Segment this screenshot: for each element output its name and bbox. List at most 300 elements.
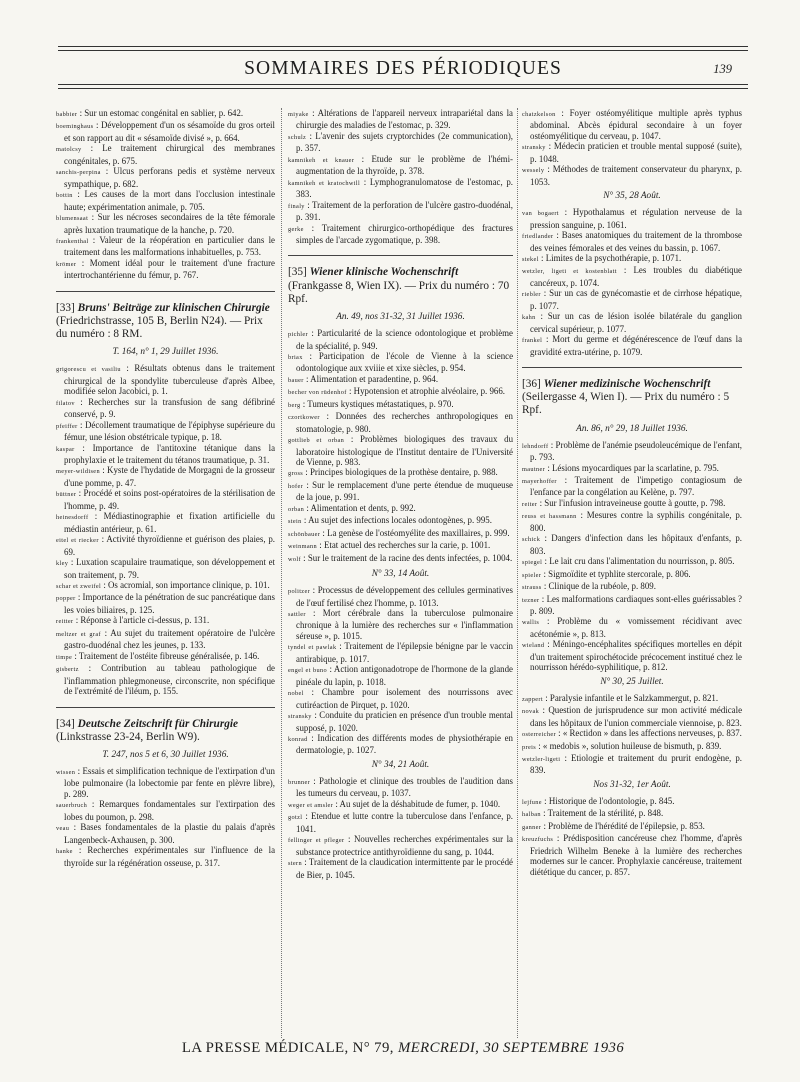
article-title: Les causes de la mort dans l'occlusion intestinale haute; expérimentation animale, p. 705.	[64, 189, 276, 212]
article-entry: nobel : Chambre pour isolement des nourrissons avec cutiréaction de Pirquet, p. 1020.	[288, 687, 513, 710]
article-title: Lésions myocardiques par la scarlatine, p. 795.	[552, 462, 719, 473]
column-divider-1	[281, 108, 282, 1038]
article-author: weinmann	[288, 543, 318, 551]
article-author: grigorescu et vasiliu	[56, 366, 121, 374]
article-entry: stern : Traitement de la claudication intermittente par le procédé de Bier, p. 1045.	[288, 857, 513, 880]
article-author: lejfune	[522, 798, 542, 806]
article-title: Médiastinographie et fixation artificielle du médiastin antérieur, p. 61.	[64, 511, 275, 534]
article-author: schar et zweifel	[56, 583, 102, 591]
article-author: eitel et riecker	[56, 537, 99, 545]
article-entry: konrad : Indication des différents modes de physiothérapie en dermatologie, p. 1027.	[288, 733, 513, 756]
article-title: Paralysie infantile et le Salzkammergut, p. 821.	[549, 692, 719, 703]
article-entry: mautner : Lésions myocardiques par la scarlatine, p. 795.	[522, 462, 719, 473]
article-entry: stein : Au sujet des infections locales odontogènes, p. 995.	[288, 515, 492, 526]
article-author: novak	[522, 708, 540, 716]
article-author: orban	[288, 505, 305, 513]
article-entry: novak : Question de jurisprudence sur mon activité médicale dans les hôpitaux de l'union commerciale viennoise, p. 823.	[522, 705, 743, 728]
article-entry: hanke : Recherches expérimentales sur l'influence de la thyroïde sur la régénération osseuse, p. 317.	[56, 845, 276, 868]
article-title: Procédé et soins post-opératoires de la stérilisation de l'homme, p. 49.	[64, 488, 276, 511]
article-entry: matolcsy : Le traitement chirurgical des membranes congénitales, p. 675.	[56, 143, 276, 166]
article-entry: stransky : Conduite du praticien en présence d'un trouble mental supposé, p. 1020.	[288, 710, 513, 733]
article-entry: kreuzfuchs : Prédisposition cancéreuse chez l'homme, d'après Friedrich Wilhelm Beneke à la lumière des recherches modernes sur le cancer. Prophylaxie cancéreuse, traitement diététique du cancer, p. 857.	[522, 833, 742, 877]
article-author: filatov	[56, 399, 75, 407]
article-entry: becher von rüdenhof : Hypotension et atrophie alvéolaire, p. 966.	[288, 386, 505, 397]
article-author: briax	[288, 353, 303, 361]
column-3	[522, 108, 742, 877]
article-entry: blumensaat : Sur les nécroses secondaires de la tête fémorale après luxation traumatique de la hanche, p. 720.	[56, 212, 275, 235]
article-title: Au sujet du traitement opératoire de l'ulcère gastro-duodénal chez les jeunes, p. 133.	[64, 627, 275, 651]
article-author: friedlander	[522, 233, 554, 241]
article-author: wieland	[522, 642, 545, 650]
article-title: Au sujet de la déshabitude de fumer, p. 1040.	[339, 798, 501, 809]
article-entry: sattler : Mort cérébrale dans la tuberculose pulmonaire chronique à la lumière des recherches sur « l'inflammation séreuse », p. 1015.	[288, 608, 513, 641]
article-author: stein	[288, 518, 302, 526]
journal-heading	[56, 302, 275, 342]
article-title: Recherches expérimentales sur l'influence de la thyroïde sur la régénération osseuse, p. 317.	[64, 845, 276, 868]
article-title: Ulcus perforans pedis et système nerveux sympathique, p. 682.	[64, 166, 276, 189]
article-author: frankenthal	[56, 237, 89, 245]
section-divider	[522, 367, 742, 368]
article-author: ganner	[522, 823, 542, 831]
article-author: kamnikeh et knauer	[288, 156, 355, 164]
article-title: Sur un cas de lésion isolée bilatérale du ganglion cervical supérieur, p. 1077.	[530, 311, 742, 334]
article-entry: schulz : L'avenir des sujets cryptorchides (2e communication), p. 357.	[288, 130, 513, 154]
article-author: kahn	[522, 314, 536, 322]
column-1	[56, 108, 275, 868]
article-title: Données des recherches anthropologiques en stomatologie, p. 980.	[296, 411, 513, 434]
article-entry: berg : Tumeurs kystiques métastatiques, p. 970.	[288, 398, 454, 409]
article-entry: hofer : Sur le remplacement d'une perte étendue de muqueuse de la joue, p. 991.	[288, 479, 513, 503]
article-title: Os acromial, son importance clinique, p. 101.	[108, 580, 270, 591]
article-title: Dangers d'infection dans les hôpitaux d'enfants, p. 803.	[530, 533, 742, 556]
article-title: Problème du « vomissement récidivant avec acétonémie », p. 813.	[530, 616, 742, 639]
article-title: Sur le traitement de la racine des dents infectées, p. 1004.	[307, 552, 513, 563]
article-author: konrad	[288, 736, 308, 743]
article-author: pichler	[288, 331, 308, 339]
article-entry: finaly : Traitement de la perforation de l'ulcère gastro-duodénal, p. 391.	[288, 199, 513, 223]
article-entry: grigorescu et vasiliu : Résultats obtenus dans le traitement chirurgical de la spondylite tuberculeuse d'après Albee, modifiée selon Jacobici, p. 1.	[56, 363, 275, 397]
article-entry: timpe : Traitement de l'ostéite fibreuse généralisée, p. 146.	[56, 650, 260, 661]
article-author: gottlieb et orban	[288, 437, 345, 445]
article-title: « medobis », solution huileuse de bismuth, p. 839.	[542, 740, 722, 751]
article-title: Etiologie et traitement du prurit endogène, p. 839.	[530, 753, 743, 776]
section-divider	[56, 707, 275, 708]
article-author: mautner	[522, 465, 546, 473]
journal-details: (Friedrichstrasse, 105 B, Berlin N24). — Prix du numéro : 8 RM.	[56, 315, 263, 341]
article-entry: riebler : Sur un cas de gynécomastie et de cirrhose hépatique, p. 1077.	[522, 288, 743, 311]
article-entry: zappert : Paralysie infantile et le Salzkammergut, p. 821.	[522, 692, 719, 703]
article-title: Résultats obtenus dans le traitement chirurgical de la spondylite tuberculeuse d'après Albee, modifiée selon Jacobici, p. 1.	[64, 363, 275, 397]
article-entry: reuss et hassmann : Mesures contre la syphilis congénitale, p. 800.	[522, 510, 743, 533]
article-entry: gisbertz : Contribution au tableau pathologique de l'inflammation phlegmoneuse, circonscrite, non spécifique de l'extrémité de l'iléum, p. 155.	[56, 663, 275, 697]
article-author: stern	[288, 860, 302, 868]
article-entry: reiter : Sur l'infusion intraveineuse goutte à goutte, p. 798.	[522, 497, 726, 508]
journal-details: (Frankgasse 8, Wien IX). — Prix du numéro : 70 Rpf.	[288, 279, 510, 305]
article-author: schönbauer	[288, 530, 321, 538]
article-author: veau	[56, 825, 70, 833]
article-title: Processus de développement des cellules germinatives de l'œuf fertilisé chez l'homme, p. 1013.	[296, 585, 513, 608]
article-author: lehndorff	[522, 442, 549, 450]
article-entry: wessely : Méthodes de traitement conservateur du pharynx, p. 1053.	[522, 164, 742, 187]
header-rule-top-1	[58, 46, 748, 47]
article-title: Nouvelles recherches expérimentales sur la substance protectrice antithyroïdienne du sang, p. 1044.	[296, 834, 513, 857]
article-entry: stransky : Médecin praticien et trouble mental supposé (suite), p. 1048.	[522, 141, 743, 164]
article-entry: tyndel et pawlak : Traitement de l'épilepsie bénigne par le vaccin antirabique, p. 1017.	[288, 641, 513, 664]
article-title: Importance de l'antitoxine tétanique dans la prophylaxie et le traitement du tétanos traumatique, p. 31.	[64, 442, 276, 466]
article-author: gerke	[288, 225, 304, 233]
article-author: engel et buno	[288, 667, 327, 675]
article-title: Au sujet des infections locales odontogènes, p. 995.	[308, 515, 492, 526]
journal-number: [35]	[288, 266, 307, 279]
article-title: Décollement traumatique de l'épiphyse supérieure du fémur, une lésion obstétricale typique, p. 18.	[64, 419, 276, 443]
article-entry: halban : Traitement de la stérilité, p. 848.	[522, 808, 664, 819]
article-author: timpe	[56, 653, 73, 661]
article-author: bauer	[288, 376, 304, 384]
article-title: L'avenir des sujets cryptorchides (2e communication), p. 357.	[296, 130, 513, 154]
article-title: Remarques fondamentales sur l'extirpation des lobes du poumon, p. 298.	[64, 799, 275, 822]
article-entry: meyer-wildisen : Kyste de l'hydatide de Morgagni de la grosseur d'une pomme, p. 47.	[56, 465, 275, 488]
article-entry: tezner : Les malformations cardiaques sont-elles guérissables ? p. 809.	[522, 593, 742, 617]
issue-heading: N° 33, 14 Août.	[371, 569, 430, 580]
journal-details: (Linkstrasse 23-24, Berlin W9).	[56, 730, 200, 743]
article-author: gross	[288, 470, 304, 478]
article-title: Le lait cru dans l'alimentation du nourrisson, p. 805.	[549, 556, 735, 567]
article-entry: ganner : Problème de l'hérédité de l'épilepsie, p. 853.	[522, 820, 705, 831]
column-2	[288, 108, 513, 880]
issue-heading: N° 30, 25 Juillet.	[600, 676, 664, 687]
article-author: blumensaat	[56, 215, 89, 223]
article-title: Action antigonadotrope de l'hormone de la glande pinéale du lapin, p. 1018.	[296, 664, 513, 687]
article-entry: gotzl : Etendue et lutte contre la tuberculose dans l'enfance, p. 1041.	[288, 811, 514, 834]
article-title: Le traitement chirurgical des membranes congénitales, p. 675.	[64, 143, 276, 166]
article-entry: sanchis-perpina : Ulcus perforans pedis et système nerveux sympathique, p. 682.	[56, 166, 276, 189]
article-author: brunner	[288, 778, 311, 786]
article-author: finaly	[288, 202, 305, 210]
article-entry: brunner : Pathologie et clinique des troubles de l'audition dans les tumeurs du cerveau, p. 1037.	[288, 775, 513, 799]
article-title: Moment idéal pour le traitement d'une fracture intertrochantérienne du fémur, p. 767.	[64, 257, 275, 281]
article-title: Chambre pour isolement des nourrissons avec cutiréaction de Pirquet, p. 1020.	[296, 687, 513, 710]
section-divider	[288, 255, 513, 256]
journal-heading	[56, 718, 275, 744]
article-title: Sur les nécroses secondaires de la tête fémorale après luxation traumatique de la hanche, p. 720.	[64, 212, 275, 235]
article-title: Problèmes biologiques des travaux du laboratoire histologique de l'Institut dentaire de l'Université de Vienne, p. 983.	[296, 434, 514, 468]
article-title: Pathologie et clinique des troubles de l'audition dans les tumeurs du cerveau, p. 1037.	[296, 775, 513, 799]
article-author: preis	[522, 743, 536, 751]
article-title: Traitement de l'épilepsie bénigne par le vaccin antirabique, p. 1017.	[296, 641, 513, 664]
article-title: Clinique de la rubéole, p. 809.	[548, 581, 656, 592]
article-entry: weger et amsler : Au sujet de la déshabitude de fumer, p. 1040.	[288, 798, 501, 809]
column-divider-2	[517, 108, 518, 1038]
article-title: Sur un estomac congénital en sablier, p. 642.	[84, 108, 244, 118]
article-title: Les troubles du diabétique cancéreux, p. 1074.	[530, 265, 742, 288]
article-author: riebler	[522, 291, 541, 299]
article-title: Importance de la pénétration de suc pancréatique dans les voies biliaires, p. 125.	[64, 592, 276, 615]
journal-name: Deutsche Zeitschrift für Chirurgie	[77, 717, 239, 730]
article-entry: politzer : Processus de développement des cellules germinatives de l'œuf fertilisé chez l'homme, p. 1013.	[288, 585, 513, 608]
article-entry: frankel : Mort du germe et dégénérescence de l'œuf dans la gravidité extra-utérine, p. 1079.	[522, 334, 743, 357]
article-entry: friedlander : Bases anatomiques du traitement de la thrombose des veines fémorales et des veines du bassin, p. 1067.	[522, 230, 742, 253]
article-author: stekel	[522, 255, 539, 263]
article-entry: lejfune : Historique de l'odontologie, p. 845.	[522, 795, 675, 806]
article-title: Mort cérébrale dans la tuberculose pulmonaire chronique à la lumière des recherches sur « l'inflammation séreuse », p. 1015.	[296, 608, 513, 641]
article-author: spieler	[522, 571, 542, 579]
issue-heading: T. 164, n° 1, 29 Juillet 1936.	[112, 347, 219, 358]
article-title: Médecin praticien et trouble mental supposé (suite), p. 1048.	[530, 141, 743, 164]
article-author: meltzer et graf	[56, 630, 101, 638]
article-author: czortkower	[288, 414, 320, 422]
article-title: Méthodes de traitement conservateur du pharynx, p. 1053.	[530, 164, 742, 187]
article-entry: pichler : Particularité de la science odontologique et problème de la spécialité, p. 949.	[288, 328, 513, 351]
article-entry: briax : Participation de l'école de Vienne à la science odontologique aux xviiie et xixe siècles, p. 954.	[288, 350, 514, 374]
journal-name: Wiener klinische Wochenschrift	[309, 266, 459, 279]
article-entry: gerke : Traitement chirurgico-orthopédique des fractures simples de l'arcade zygomatique, p. 398.	[288, 222, 513, 245]
journal-heading	[522, 378, 742, 418]
article-entry: krömer : Moment idéal pour le traitement d'une fracture intertrochantérienne du fémur, p. 767.	[56, 257, 275, 281]
journal-name: Wiener medizinische Wochenschrift	[543, 378, 711, 391]
article-author: boeminghaus	[56, 123, 94, 131]
article-author: reiter	[522, 500, 538, 508]
article-entry: pfeiffer : Décollement traumatique de l'épiphyse supérieure du fémur, une lésion obstétricale typique, p. 18.	[56, 419, 276, 443]
article-entry: filatov : Recherches sur la transfusion de sang défibriné conservé, p. 9.	[56, 396, 275, 420]
article-author: sattler	[288, 611, 306, 619]
article-title: Bases anatomiques du traitement de la thrombose des veines fémorales et des veines du bassin, p. 1067.	[530, 230, 742, 253]
article-title: Sur un cas de gynécomastie et de cirrhose hépatique, p. 1077.	[530, 288, 743, 311]
article-entry: preis : « medobis », solution huileuse de bismuth, p. 839.	[522, 740, 722, 751]
article-title: Etat actuel des recherches sur la carie, p. 1001.	[323, 540, 491, 551]
article-author: babbier	[56, 111, 78, 118]
article-entry: wallis : Problème du « vomissement récidivant avec acétonémie », p. 813.	[522, 616, 742, 639]
footer-journal: LA PRESSE MÉDICALE,	[181, 1040, 349, 1056]
article-author: büttner	[56, 491, 77, 499]
article-title: La genèse de l'ostéomyélite des maxillaires, p. 999.	[327, 527, 510, 538]
article-entry: strauss : Clinique de la rubéole, p. 809.	[522, 581, 656, 592]
article-title: Indication des différents modes de physiothérapie en dermatologie, p. 1027.	[296, 733, 513, 756]
article-entry: chatzkelson : Foyer ostéomyélitique multiple après typhus abdominal. Abcès épidural secondaire à un foyer ostéomyélitique du cerveau, p. 1047.	[522, 108, 743, 141]
article-title: Traitement de l'ostéite fibreuse généralisée, p. 146.	[78, 650, 260, 661]
issue-heading: Nos 31-32, 1er Août.	[593, 779, 671, 790]
article-author: becher von rüdenhof	[288, 389, 347, 397]
article-author: tyndel et pawlak	[288, 644, 337, 652]
article-entry: van bogaert : Hypothalamus et régulation nerveuse de la pression sanguine, p. 1061.	[522, 207, 742, 230]
article-entry: orban : Alimentation et dents, p. 992.	[288, 502, 416, 513]
journal-number: [34]	[56, 717, 75, 730]
article-title: Problème de l'anémie pseudoleucémique de l'enfant, p. 793.	[530, 439, 743, 463]
article-author: kley	[56, 560, 69, 568]
article-author: van bogaert	[522, 210, 559, 218]
header-rule-bottom-2	[58, 88, 748, 89]
page-title: SOMMAIRES DES PÉRIODIQUES	[244, 58, 562, 79]
issue-heading: N° 34, 21 Août.	[371, 759, 430, 770]
footer-date: MERCREDI, 30 SEPTEMBRE 1936	[397, 1040, 625, 1056]
article-author: sauerbruch	[56, 802, 88, 810]
article-title: Traitement chirurgico-orthopédique des fractures simples de l'arcade zygomatique, p. 398.	[296, 222, 513, 245]
article-author: tezner	[522, 596, 540, 604]
journal-details: (Seilergasse 4, Wien I). — Prix du numéro : 5 Rpf.	[522, 391, 730, 417]
article-author: wallis	[522, 619, 540, 627]
footer-issue: N° 79,	[352, 1040, 394, 1056]
article-title: Historique de l'odontologie, p. 845.	[548, 795, 675, 806]
journal-heading	[288, 266, 513, 306]
article-author: chatzkelson	[522, 111, 556, 118]
journal-number: [33]	[56, 301, 75, 314]
article-entry: kahn : Sur un cas de lésion isolée bilatérale du ganglion cervical supérieur, p. 1077.	[522, 311, 742, 334]
article-entry: osterreicher : « Rectidon » dans les affections nerveuses, p. 837.	[522, 728, 742, 739]
article-author: reitter	[56, 618, 74, 626]
article-title: Recherches sur la transfusion de sang défibriné conservé, p. 9.	[64, 396, 275, 420]
article-entry: frankenthal : Valeur de la réopération en particulier dans le traitement dans les malformations inhabituelles, p. 753.	[56, 234, 275, 258]
article-author: schick	[522, 536, 541, 544]
article-entry: schick : Dangers d'infection dans les hôpitaux d'enfants, p. 803.	[522, 533, 742, 556]
article-entry: lehndorff : Problème de l'anémie pseudoleucémique de l'enfant, p. 793.	[522, 439, 743, 463]
article-title: Particularité de la science odontologique et problème de la spécialité, p. 949.	[296, 328, 513, 351]
article-author: wetzler-ligeti	[522, 756, 561, 763]
article-title: Sigmoïdite et typhlite stercorale, p. 806.	[548, 568, 691, 579]
article-author: politzer	[288, 588, 311, 596]
article-author: wetzler, ligeti et kostenblatt	[522, 268, 617, 276]
article-title: Hypothalamus et régulation nerveuse de la pression sanguine, p. 1061.	[530, 207, 742, 230]
journal-number: [36]	[522, 378, 541, 391]
article-title: Sur l'infusion intraveineuse goutte à goutte, p. 798.	[544, 497, 726, 508]
article-entry: veau : Bases fondamentales de la plastie du palais d'après Langenbeck-Axhausen, p. 300.	[56, 822, 276, 845]
article-title: Hypotension et atrophie alvéolaire, p. 966.	[353, 386, 505, 397]
article-title: Activité thyroïdienne et guérison des plaies, p. 69.	[64, 534, 276, 557]
article-title: Traitement de la claudication intermittente par le procédé de Bier, p. 1045.	[296, 857, 513, 880]
article-author: weger et amsler	[288, 801, 334, 809]
header-rule-bottom-1	[58, 84, 748, 85]
article-author: kreuzfuchs	[522, 836, 554, 844]
article-title: Alimentation et dents, p. 992.	[310, 502, 416, 513]
article-entry: czortkower : Données des recherches anthropologiques en stomatologie, p. 980.	[288, 411, 513, 434]
article-title: Etude sur le problème de l'hémi-augmentation de la thyroïde, p. 378.	[296, 153, 513, 177]
article-author: heinesdorff	[56, 514, 89, 522]
article-title: Problème de l'hérédité de l'épilepsie, p. 853.	[548, 820, 705, 831]
article-entry: popper : Importance de la pénétration de suc pancréatique dans les voies biliaires, p. 125.	[56, 592, 276, 615]
article-author: meyer-wildisen	[56, 468, 100, 476]
article-entry: spieler : Sigmoïdite et typhlite stercorale, p. 806.	[522, 568, 691, 579]
article-entry: boeminghaus : Développement d'un os sésamoïde du gros orteil et son rapport au dit « sésamoïde divisé », p. 664.	[56, 120, 275, 143]
article-title: Etendue et lutte contre la tuberculose dans l'enfance, p. 1041.	[296, 811, 514, 834]
article-title: Sur le remplacement d'une perte étendue de muqueuse de la joue, p. 991.	[296, 479, 513, 503]
article-title: Traitement de la perforation de l'ulcère gastro-duodénal, p. 391.	[296, 199, 513, 223]
issue-heading: T. 247, nos 5 et 6, 30 Juillet 1936.	[102, 749, 229, 760]
article-entry: wetzler-ligeti : Etiologie et traitement du prurit endogène, p. 839.	[522, 753, 743, 776]
article-entry: wolf : Sur le traitement de la racine des dents infectées, p. 1004.	[288, 552, 513, 563]
article-author: wolf	[288, 555, 301, 563]
article-title: Traitement de l'impetigo contagiosum de l'enfance par la congélation au Kelène, p. 797.	[530, 475, 742, 498]
article-author: matolcsy	[56, 146, 82, 154]
article-title: Prédisposition cancéreuse chez l'homme, d'après Friedrich Wilhelm Beneke à la lumière des recherches modernes sur le cancer. Prophylaxie cancéreuse, traitement diététique du cancer, p. 857.	[530, 833, 742, 877]
article-entry: bauer : Alimentation et paradentine, p. 964.	[288, 373, 439, 384]
article-title: Question de jurisprudence sur mon activité médicale dans les hôpitaux de l'union commerciale viennoise, p. 823.	[530, 705, 743, 728]
article-author: gisbertz	[56, 666, 79, 674]
article-title: Traitement de la stérilité, p. 848.	[547, 808, 664, 819]
article-entry: gottlieb et orban : Problèmes biologiques des travaux du laboratoire histologique de l'Institut dentaire de l'Université de Vienne, p. 983.	[288, 434, 514, 468]
article-author: wessely	[522, 167, 545, 175]
article-author: fellinger et pfleger	[288, 837, 345, 845]
article-entry: engel et buno : Action antigonadotrope de l'hormone de la glande pinéale du lapin, p. 1018.	[288, 664, 513, 687]
article-author: wissen	[56, 768, 76, 776]
article-title: « Rectidon » dans les affections nerveuses, p. 837.	[562, 728, 742, 739]
article-title: Principes biologiques de la prothèse dentaire, p. 988.	[309, 467, 498, 478]
article-entry: gross : Principes biologiques de la prothèse dentaire, p. 988.	[288, 467, 498, 478]
article-author: strauss	[522, 584, 542, 592]
article-title: Mesures contre la syphilis congénitale, p. 800.	[530, 510, 743, 533]
article-title: Tumeurs kystiques métastatiques, p. 970.	[307, 398, 454, 409]
issue-heading: An. 49, nos 31-32, 31 Juillet 1936.	[336, 312, 465, 323]
article-entry: wetzler, ligeti et kostenblatt : Les troubles du diabétique cancéreux, p. 1074.	[522, 265, 742, 288]
article-entry: miyake : Altérations de l'appareil nerveux intrapariétal dans la chirurgie des maladies de l'estomac, p. 329.	[288, 108, 513, 131]
article-entry: heinesdorff : Médiastinographie et fixation artificielle du médiastin antérieur, p. 61.	[56, 511, 275, 534]
article-author: hanke	[56, 848, 73, 856]
article-title: Conduite du praticien en présence d'un trouble mental supposé, p. 1020.	[296, 710, 513, 733]
article-entry: büttner : Procédé et soins post-opératoires de la stérilisation de l'homme, p. 49.	[56, 488, 276, 511]
section-divider	[56, 291, 275, 292]
article-entry: sauerbruch : Remarques fondamentales sur l'extirpation des lobes du poumon, p. 298.	[56, 799, 275, 822]
article-entry: schönbauer : La genèse de l'ostéomyélite des maxillaires, p. 999.	[288, 527, 510, 538]
article-author: pfeiffer	[56, 422, 78, 430]
article-title: Essais et simplification technique de l'extirpation d'un lobe pulmonaire (la lobectomie par fente en plèvre libre), p. 289.	[64, 765, 275, 799]
article-author: bottin	[56, 192, 73, 200]
article-author: spiegel	[522, 559, 543, 567]
article-entry: fellinger et pfleger : Nouvelles recherches expérimentales sur la substance protectrice antithyroïdienne du sang, p. 1044.	[288, 834, 513, 857]
article-author: halban	[522, 811, 541, 819]
article-author: schulz	[288, 133, 307, 141]
article-entry: kamnikeh et knauer : Etude sur le problème de l'hémi-augmentation de la thyroïde, p. 378.	[288, 153, 513, 177]
article-author: krömer	[56, 260, 77, 268]
article-entry: eitel et riecker : Activité thyroïdienne et guérison des plaies, p. 69.	[56, 534, 276, 557]
article-title: Les malformations cardiaques sont-elles guérissables ? p. 809.	[530, 593, 742, 617]
article-title: Valeur de la réopération en particulier dans le traitement dans les malformations inhabituelles, p. 753.	[64, 234, 275, 258]
article-entry: weinmann : Etat actuel des recherches sur la carie, p. 1001.	[288, 540, 491, 551]
article-title: Lymphogranulomatose de l'estomac, p. 383.	[296, 176, 513, 200]
article-author: popper	[56, 595, 76, 603]
article-title: Développement d'un os sésamoïde du gros orteil et son rapport au dit « sésamoïde divisé », p. 664.	[64, 120, 275, 143]
journal-name: Bruns' Beiträge zur klinischen Chirurgie	[77, 301, 270, 314]
article-author: mayerhoffer	[522, 478, 557, 486]
header-rule-top-2	[58, 50, 748, 51]
article-entry: wieland : Méningo-encéphalites spécifiques mortelles en dépit d'un traitement spirochétocide précocement institué chez le nourrisson hérédo-syphilitique, p. 812.	[522, 639, 742, 673]
article-title: Bases fondamentales de la plastie du palais d'après Langenbeck-Axhausen, p. 300.	[64, 822, 276, 845]
article-title: Méningo-encéphalites spécifiques mortelles en dépit d'un traitement spirochétocide précocement institué chez le nourrisson hérédo-syphilitique, p. 812.	[530, 639, 742, 673]
article-title: Kyste de l'hydatide de Morgagni de la grosseur d'une pomme, p. 47.	[64, 465, 275, 488]
article-author: osterreicher	[522, 731, 556, 739]
article-title: Limites de la psychothérapie, p. 1071.	[545, 252, 682, 263]
article-title: Contribution au tableau pathologique de l'inflammation phlegmoneuse, circonscrite, non spécifique de l'extrémité de l'iléum, p. 155.	[64, 663, 275, 697]
article-author: stransky	[522, 144, 546, 152]
article-title: Réponse à l'article ci-dessus, p. 131.	[80, 615, 210, 626]
article-entry: mayerhoffer : Traitement de l'impetigo contagiosum de l'enfance par la congélation au Kelène, p. 797.	[522, 475, 742, 498]
article-title: Alimentation et paradentine, p. 964.	[310, 373, 439, 384]
article-title: Altérations de l'appareil nerveux intrapariétal dans la chirurgie des maladies de l'estomac, p. 329.	[296, 108, 513, 131]
page-footer	[58, 1040, 748, 1057]
article-entry: stekel : Limites de la psychothérapie, p. 1071.	[522, 252, 682, 263]
article-author: frankel	[522, 337, 543, 345]
article-author: hofer	[288, 482, 304, 490]
issue-heading: N° 35, 28 Août.	[603, 191, 661, 202]
article-title: Mort du germe et dégénérescence de l'œuf dans la gravidité extra-utérine, p. 1079.	[530, 334, 743, 357]
article-title: Foyer ostéomyélitique multiple après typhus abdominal. Abcès épidural secondaire à un foyer ostéomyélitique du cerveau, p. 1047.	[530, 108, 743, 141]
article-author: kamnikeh et kratochwill	[288, 179, 361, 187]
article-entry: meltzer et graf : Au sujet du traitement opératoire de l'ulcère gastro-duodénal chez les jeunes, p. 133.	[56, 627, 275, 651]
article-author: gotzl	[288, 814, 303, 822]
page-number: 139	[713, 62, 732, 76]
article-entry: spiegel : Le lait cru dans l'alimentation du nourrisson, p. 805.	[522, 556, 735, 567]
article-title: Luxation scapulaire traumatique, son développement et son traitement, p. 79.	[64, 557, 275, 580]
article-author: berg	[288, 401, 301, 409]
article-author: zappert	[522, 695, 543, 703]
article-entry: bottin : Les causes de la mort dans l'occlusion intestinale haute; expérimentation animale, p. 705.	[56, 189, 276, 212]
article-author: sanchis-perpina	[56, 169, 101, 177]
